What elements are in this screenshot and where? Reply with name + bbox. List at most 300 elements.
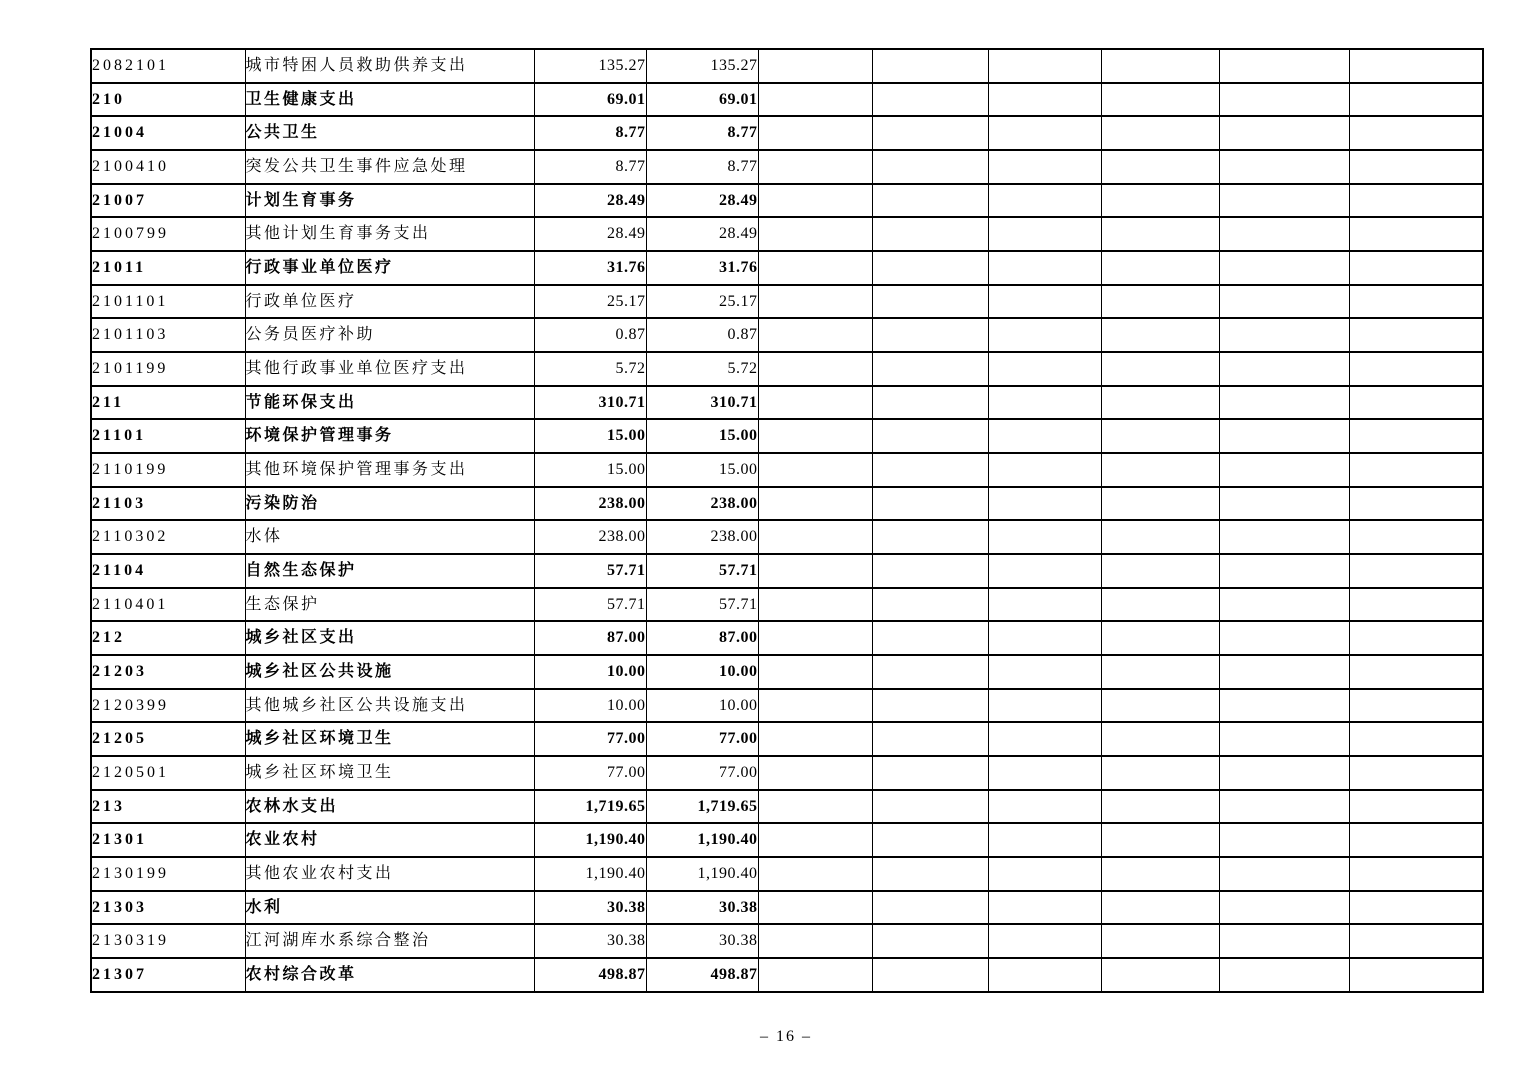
empty-cell (758, 689, 872, 723)
empty-cell (1349, 790, 1483, 824)
amount-cell: 10.00 (646, 689, 758, 723)
table-body (91, 49, 1483, 992)
empty-cell (1219, 790, 1349, 824)
empty-cell (1349, 285, 1483, 319)
code-cell: 2130319 (91, 924, 245, 958)
empty-cell (988, 251, 1101, 285)
empty-cell (872, 184, 988, 218)
empty-cell (872, 116, 988, 150)
empty-cell (1101, 958, 1219, 992)
empty-cell (988, 419, 1101, 453)
table-row (91, 419, 1483, 453)
empty-cell (1349, 958, 1483, 992)
amount-cell: 77.00 (534, 722, 646, 756)
empty-cell (872, 891, 988, 925)
empty-cell (1349, 621, 1483, 655)
empty-cell (1349, 924, 1483, 958)
code-cell: 21007 (91, 184, 245, 218)
amount-cell: 77.00 (646, 756, 758, 790)
empty-cell (758, 453, 872, 487)
empty-cell (1101, 823, 1219, 857)
amount-cell: 87.00 (534, 621, 646, 655)
name-cell: 节能环保支出 (245, 386, 534, 420)
empty-cell (988, 756, 1101, 790)
empty-cell (1219, 857, 1349, 891)
empty-cell (988, 116, 1101, 150)
empty-cell (988, 588, 1101, 622)
table-row (91, 823, 1483, 857)
empty-cell (872, 655, 988, 689)
empty-cell (1101, 857, 1219, 891)
empty-cell (988, 554, 1101, 588)
empty-cell (1219, 891, 1349, 925)
code-cell: 2130199 (91, 857, 245, 891)
amount-cell: 1,190.40 (534, 823, 646, 857)
empty-cell (872, 419, 988, 453)
empty-cell (1101, 790, 1219, 824)
amount-cell: 1,190.40 (646, 857, 758, 891)
empty-cell (1219, 150, 1349, 184)
empty-cell (872, 958, 988, 992)
empty-cell (988, 520, 1101, 554)
code-cell: 2120501 (91, 756, 245, 790)
empty-cell (758, 386, 872, 420)
empty-cell (1219, 318, 1349, 352)
empty-cell (872, 554, 988, 588)
code-cell: 211 (91, 386, 245, 420)
budget-table (90, 48, 1484, 993)
empty-cell (1101, 588, 1219, 622)
empty-cell (988, 823, 1101, 857)
empty-cell (1349, 857, 1483, 891)
empty-cell (1349, 689, 1483, 723)
empty-cell (1219, 419, 1349, 453)
table-row (91, 116, 1483, 150)
name-cell: 城市特困人员救助供养支出 (245, 49, 534, 83)
table-row (91, 756, 1483, 790)
amount-cell: 10.00 (534, 655, 646, 689)
code-cell: 21011 (91, 251, 245, 285)
code-cell: 21301 (91, 823, 245, 857)
name-cell: 其他行政事业单位医疗支出 (245, 352, 534, 386)
empty-cell (872, 790, 988, 824)
empty-cell (1101, 116, 1219, 150)
empty-cell (988, 487, 1101, 521)
empty-cell (1349, 554, 1483, 588)
amount-cell: 1,190.40 (534, 857, 646, 891)
empty-cell (1101, 756, 1219, 790)
empty-cell (1101, 217, 1219, 251)
empty-cell (1349, 217, 1483, 251)
empty-cell (1101, 453, 1219, 487)
name-cell: 其他农业农村支出 (245, 857, 534, 891)
name-cell: 城乡社区环境卫生 (245, 722, 534, 756)
code-cell: 21104 (91, 554, 245, 588)
name-cell: 农村综合改革 (245, 958, 534, 992)
empty-cell (758, 756, 872, 790)
amount-cell: 238.00 (646, 520, 758, 554)
table-row (91, 857, 1483, 891)
empty-cell (988, 352, 1101, 386)
page-number: – 16 – (760, 1028, 812, 1045)
empty-cell (1101, 520, 1219, 554)
code-cell: 21101 (91, 419, 245, 453)
empty-cell (1101, 655, 1219, 689)
empty-cell (988, 924, 1101, 958)
amount-cell: 238.00 (646, 487, 758, 521)
table-row (91, 689, 1483, 723)
empty-cell (1101, 924, 1219, 958)
empty-cell (758, 83, 872, 117)
amount-cell: 57.71 (534, 588, 646, 622)
empty-cell (758, 49, 872, 83)
empty-cell (872, 285, 988, 319)
empty-cell (872, 386, 988, 420)
empty-cell (872, 83, 988, 117)
name-cell: 其他计划生育事务支出 (245, 217, 534, 251)
amount-cell: 30.38 (646, 891, 758, 925)
empty-cell (872, 217, 988, 251)
amount-cell: 69.01 (534, 83, 646, 117)
amount-cell: 15.00 (646, 453, 758, 487)
name-cell: 农业农村 (245, 823, 534, 857)
empty-cell (758, 487, 872, 521)
empty-cell (988, 891, 1101, 925)
empty-cell (872, 453, 988, 487)
code-cell: 212 (91, 621, 245, 655)
empty-cell (1101, 285, 1219, 319)
amount-cell: 310.71 (646, 386, 758, 420)
code-cell: 21103 (91, 487, 245, 521)
empty-cell (1219, 924, 1349, 958)
empty-cell (1219, 621, 1349, 655)
name-cell: 城乡社区公共设施 (245, 655, 534, 689)
code-cell: 2110302 (91, 520, 245, 554)
empty-cell (1219, 554, 1349, 588)
name-cell: 水利 (245, 891, 534, 925)
empty-cell (1349, 419, 1483, 453)
empty-cell (988, 958, 1101, 992)
code-cell: 2101199 (91, 352, 245, 386)
empty-cell (1101, 891, 1219, 925)
code-cell: 2110401 (91, 588, 245, 622)
empty-cell (758, 116, 872, 150)
empty-cell (758, 352, 872, 386)
table-row (91, 251, 1483, 285)
amount-cell: 8.77 (534, 116, 646, 150)
empty-cell (988, 49, 1101, 83)
amount-cell: 1,719.65 (534, 790, 646, 824)
code-cell: 2100799 (91, 217, 245, 251)
empty-cell (758, 958, 872, 992)
empty-cell (988, 83, 1101, 117)
amount-cell: 15.00 (646, 419, 758, 453)
name-cell: 水体 (245, 520, 534, 554)
name-cell: 公共卫生 (245, 116, 534, 150)
empty-cell (872, 352, 988, 386)
code-cell: 213 (91, 790, 245, 824)
empty-cell (988, 453, 1101, 487)
table-row (91, 790, 1483, 824)
empty-cell (1349, 823, 1483, 857)
empty-cell (1219, 49, 1349, 83)
empty-cell (872, 520, 988, 554)
empty-cell (1349, 487, 1483, 521)
name-cell: 江河湖库水系综合整治 (245, 924, 534, 958)
empty-cell (1349, 655, 1483, 689)
empty-cell (988, 386, 1101, 420)
empty-cell (872, 318, 988, 352)
empty-cell (758, 419, 872, 453)
code-cell: 21004 (91, 116, 245, 150)
amount-cell: 0.87 (534, 318, 646, 352)
table-row (91, 285, 1483, 319)
table-row (91, 487, 1483, 521)
amount-cell: 25.17 (534, 285, 646, 319)
name-cell: 自然生态保护 (245, 554, 534, 588)
code-cell: 2101103 (91, 318, 245, 352)
empty-cell (1219, 386, 1349, 420)
amount-cell: 15.00 (534, 453, 646, 487)
empty-cell (1219, 184, 1349, 218)
empty-cell (758, 621, 872, 655)
empty-cell (1349, 83, 1483, 117)
amount-cell: 30.38 (646, 924, 758, 958)
amount-cell: 135.27 (646, 49, 758, 83)
table-row (91, 49, 1483, 83)
name-cell: 突发公共卫生事件应急处理 (245, 150, 534, 184)
table-row (91, 722, 1483, 756)
amount-cell: 1,190.40 (646, 823, 758, 857)
empty-cell (758, 790, 872, 824)
empty-cell (758, 184, 872, 218)
code-cell: 210 (91, 83, 245, 117)
name-cell: 行政单位医疗 (245, 285, 534, 319)
empty-cell (758, 318, 872, 352)
code-cell: 2120399 (91, 689, 245, 723)
empty-cell (1349, 116, 1483, 150)
empty-cell (1219, 352, 1349, 386)
amount-cell: 498.87 (534, 958, 646, 992)
empty-cell (988, 217, 1101, 251)
empty-cell (1219, 453, 1349, 487)
empty-cell (1349, 184, 1483, 218)
empty-cell (1101, 621, 1219, 655)
table-row (91, 318, 1483, 352)
code-cell: 21303 (91, 891, 245, 925)
table-row (91, 621, 1483, 655)
empty-cell (1101, 251, 1219, 285)
code-cell: 21205 (91, 722, 245, 756)
table-row (91, 352, 1483, 386)
empty-cell (872, 487, 988, 521)
amount-cell: 15.00 (534, 419, 646, 453)
amount-cell: 8.77 (534, 150, 646, 184)
code-cell: 2082101 (91, 49, 245, 83)
amount-cell: 77.00 (534, 756, 646, 790)
amount-cell: 10.00 (534, 689, 646, 723)
empty-cell (1219, 487, 1349, 521)
empty-cell (872, 49, 988, 83)
amount-cell: 8.77 (646, 116, 758, 150)
empty-cell (758, 722, 872, 756)
empty-cell (988, 857, 1101, 891)
name-cell: 行政事业单位医疗 (245, 251, 534, 285)
empty-cell (1101, 352, 1219, 386)
empty-cell (988, 722, 1101, 756)
amount-cell: 25.17 (646, 285, 758, 319)
table-row (91, 150, 1483, 184)
amount-cell: 31.76 (534, 251, 646, 285)
name-cell: 计划生育事务 (245, 184, 534, 218)
empty-cell (988, 689, 1101, 723)
empty-cell (1219, 251, 1349, 285)
empty-cell (758, 655, 872, 689)
amount-cell: 57.71 (534, 554, 646, 588)
amount-cell: 28.49 (646, 217, 758, 251)
empty-cell (1219, 823, 1349, 857)
name-cell: 其他环境保护管理事务支出 (245, 453, 534, 487)
empty-cell (1349, 453, 1483, 487)
empty-cell (1101, 689, 1219, 723)
empty-cell (758, 554, 872, 588)
table-row (91, 588, 1483, 622)
empty-cell (1101, 184, 1219, 218)
amount-cell: 238.00 (534, 487, 646, 521)
name-cell: 农林水支出 (245, 790, 534, 824)
amount-cell: 28.49 (646, 184, 758, 218)
empty-cell (1219, 958, 1349, 992)
name-cell: 公务员医疗补助 (245, 318, 534, 352)
empty-cell (1349, 722, 1483, 756)
table-row (91, 184, 1483, 218)
empty-cell (1101, 386, 1219, 420)
empty-cell (758, 823, 872, 857)
table-row (91, 83, 1483, 117)
code-cell: 2100410 (91, 150, 245, 184)
amount-cell: 238.00 (534, 520, 646, 554)
amount-cell: 69.01 (646, 83, 758, 117)
name-cell: 生态保护 (245, 588, 534, 622)
name-cell: 卫生健康支出 (245, 83, 534, 117)
empty-cell (758, 150, 872, 184)
empty-cell (872, 924, 988, 958)
empty-cell (988, 318, 1101, 352)
empty-cell (872, 251, 988, 285)
amount-cell: 135.27 (534, 49, 646, 83)
empty-cell (1349, 386, 1483, 420)
empty-cell (872, 857, 988, 891)
table-row (91, 520, 1483, 554)
table-row (91, 924, 1483, 958)
empty-cell (1349, 891, 1483, 925)
empty-cell (758, 588, 872, 622)
amount-cell: 1,719.65 (646, 790, 758, 824)
empty-cell (872, 150, 988, 184)
empty-cell (758, 285, 872, 319)
empty-cell (1349, 150, 1483, 184)
empty-cell (1101, 722, 1219, 756)
name-cell: 城乡社区环境卫生 (245, 756, 534, 790)
empty-cell (1349, 352, 1483, 386)
empty-cell (1101, 318, 1219, 352)
empty-cell (988, 150, 1101, 184)
empty-cell (758, 520, 872, 554)
amount-cell: 77.00 (646, 722, 758, 756)
code-cell: 2101101 (91, 285, 245, 319)
empty-cell (1219, 655, 1349, 689)
amount-cell: 498.87 (646, 958, 758, 992)
table-row (91, 217, 1483, 251)
empty-cell (988, 655, 1101, 689)
name-cell: 其他城乡社区公共设施支出 (245, 689, 534, 723)
code-cell: 21307 (91, 958, 245, 992)
empty-cell (872, 722, 988, 756)
empty-cell (988, 184, 1101, 218)
empty-cell (1349, 251, 1483, 285)
amount-cell: 10.00 (646, 655, 758, 689)
empty-cell (988, 621, 1101, 655)
empty-cell (1219, 756, 1349, 790)
amount-cell: 0.87 (646, 318, 758, 352)
empty-cell (872, 756, 988, 790)
amount-cell: 57.71 (646, 554, 758, 588)
amount-cell: 87.00 (646, 621, 758, 655)
amount-cell: 57.71 (646, 588, 758, 622)
empty-cell (872, 823, 988, 857)
empty-cell (758, 924, 872, 958)
empty-cell (1219, 689, 1349, 723)
empty-cell (758, 217, 872, 251)
amount-cell: 8.77 (646, 150, 758, 184)
table-row (91, 554, 1483, 588)
code-cell: 2110199 (91, 453, 245, 487)
amount-cell: 5.72 (646, 352, 758, 386)
empty-cell (758, 891, 872, 925)
empty-cell (1219, 217, 1349, 251)
empty-cell (1349, 318, 1483, 352)
empty-cell (1101, 150, 1219, 184)
amount-cell: 5.72 (534, 352, 646, 386)
empty-cell (1349, 756, 1483, 790)
empty-cell (1101, 487, 1219, 521)
empty-cell (1219, 520, 1349, 554)
table-row (91, 958, 1483, 992)
empty-cell (872, 588, 988, 622)
empty-cell (1349, 588, 1483, 622)
empty-cell (1219, 116, 1349, 150)
empty-cell (758, 857, 872, 891)
empty-cell (1219, 83, 1349, 117)
empty-cell (988, 790, 1101, 824)
empty-cell (1101, 83, 1219, 117)
table-row (91, 386, 1483, 420)
empty-cell (1219, 722, 1349, 756)
table-row (91, 453, 1483, 487)
amount-cell: 28.49 (534, 184, 646, 218)
table-row (91, 891, 1483, 925)
empty-cell (1219, 588, 1349, 622)
name-cell: 污染防治 (245, 487, 534, 521)
amount-cell: 30.38 (534, 891, 646, 925)
name-cell: 城乡社区支出 (245, 621, 534, 655)
empty-cell (872, 621, 988, 655)
amount-cell: 30.38 (534, 924, 646, 958)
empty-cell (988, 285, 1101, 319)
amount-cell: 28.49 (534, 217, 646, 251)
empty-cell (758, 251, 872, 285)
empty-cell (872, 689, 988, 723)
